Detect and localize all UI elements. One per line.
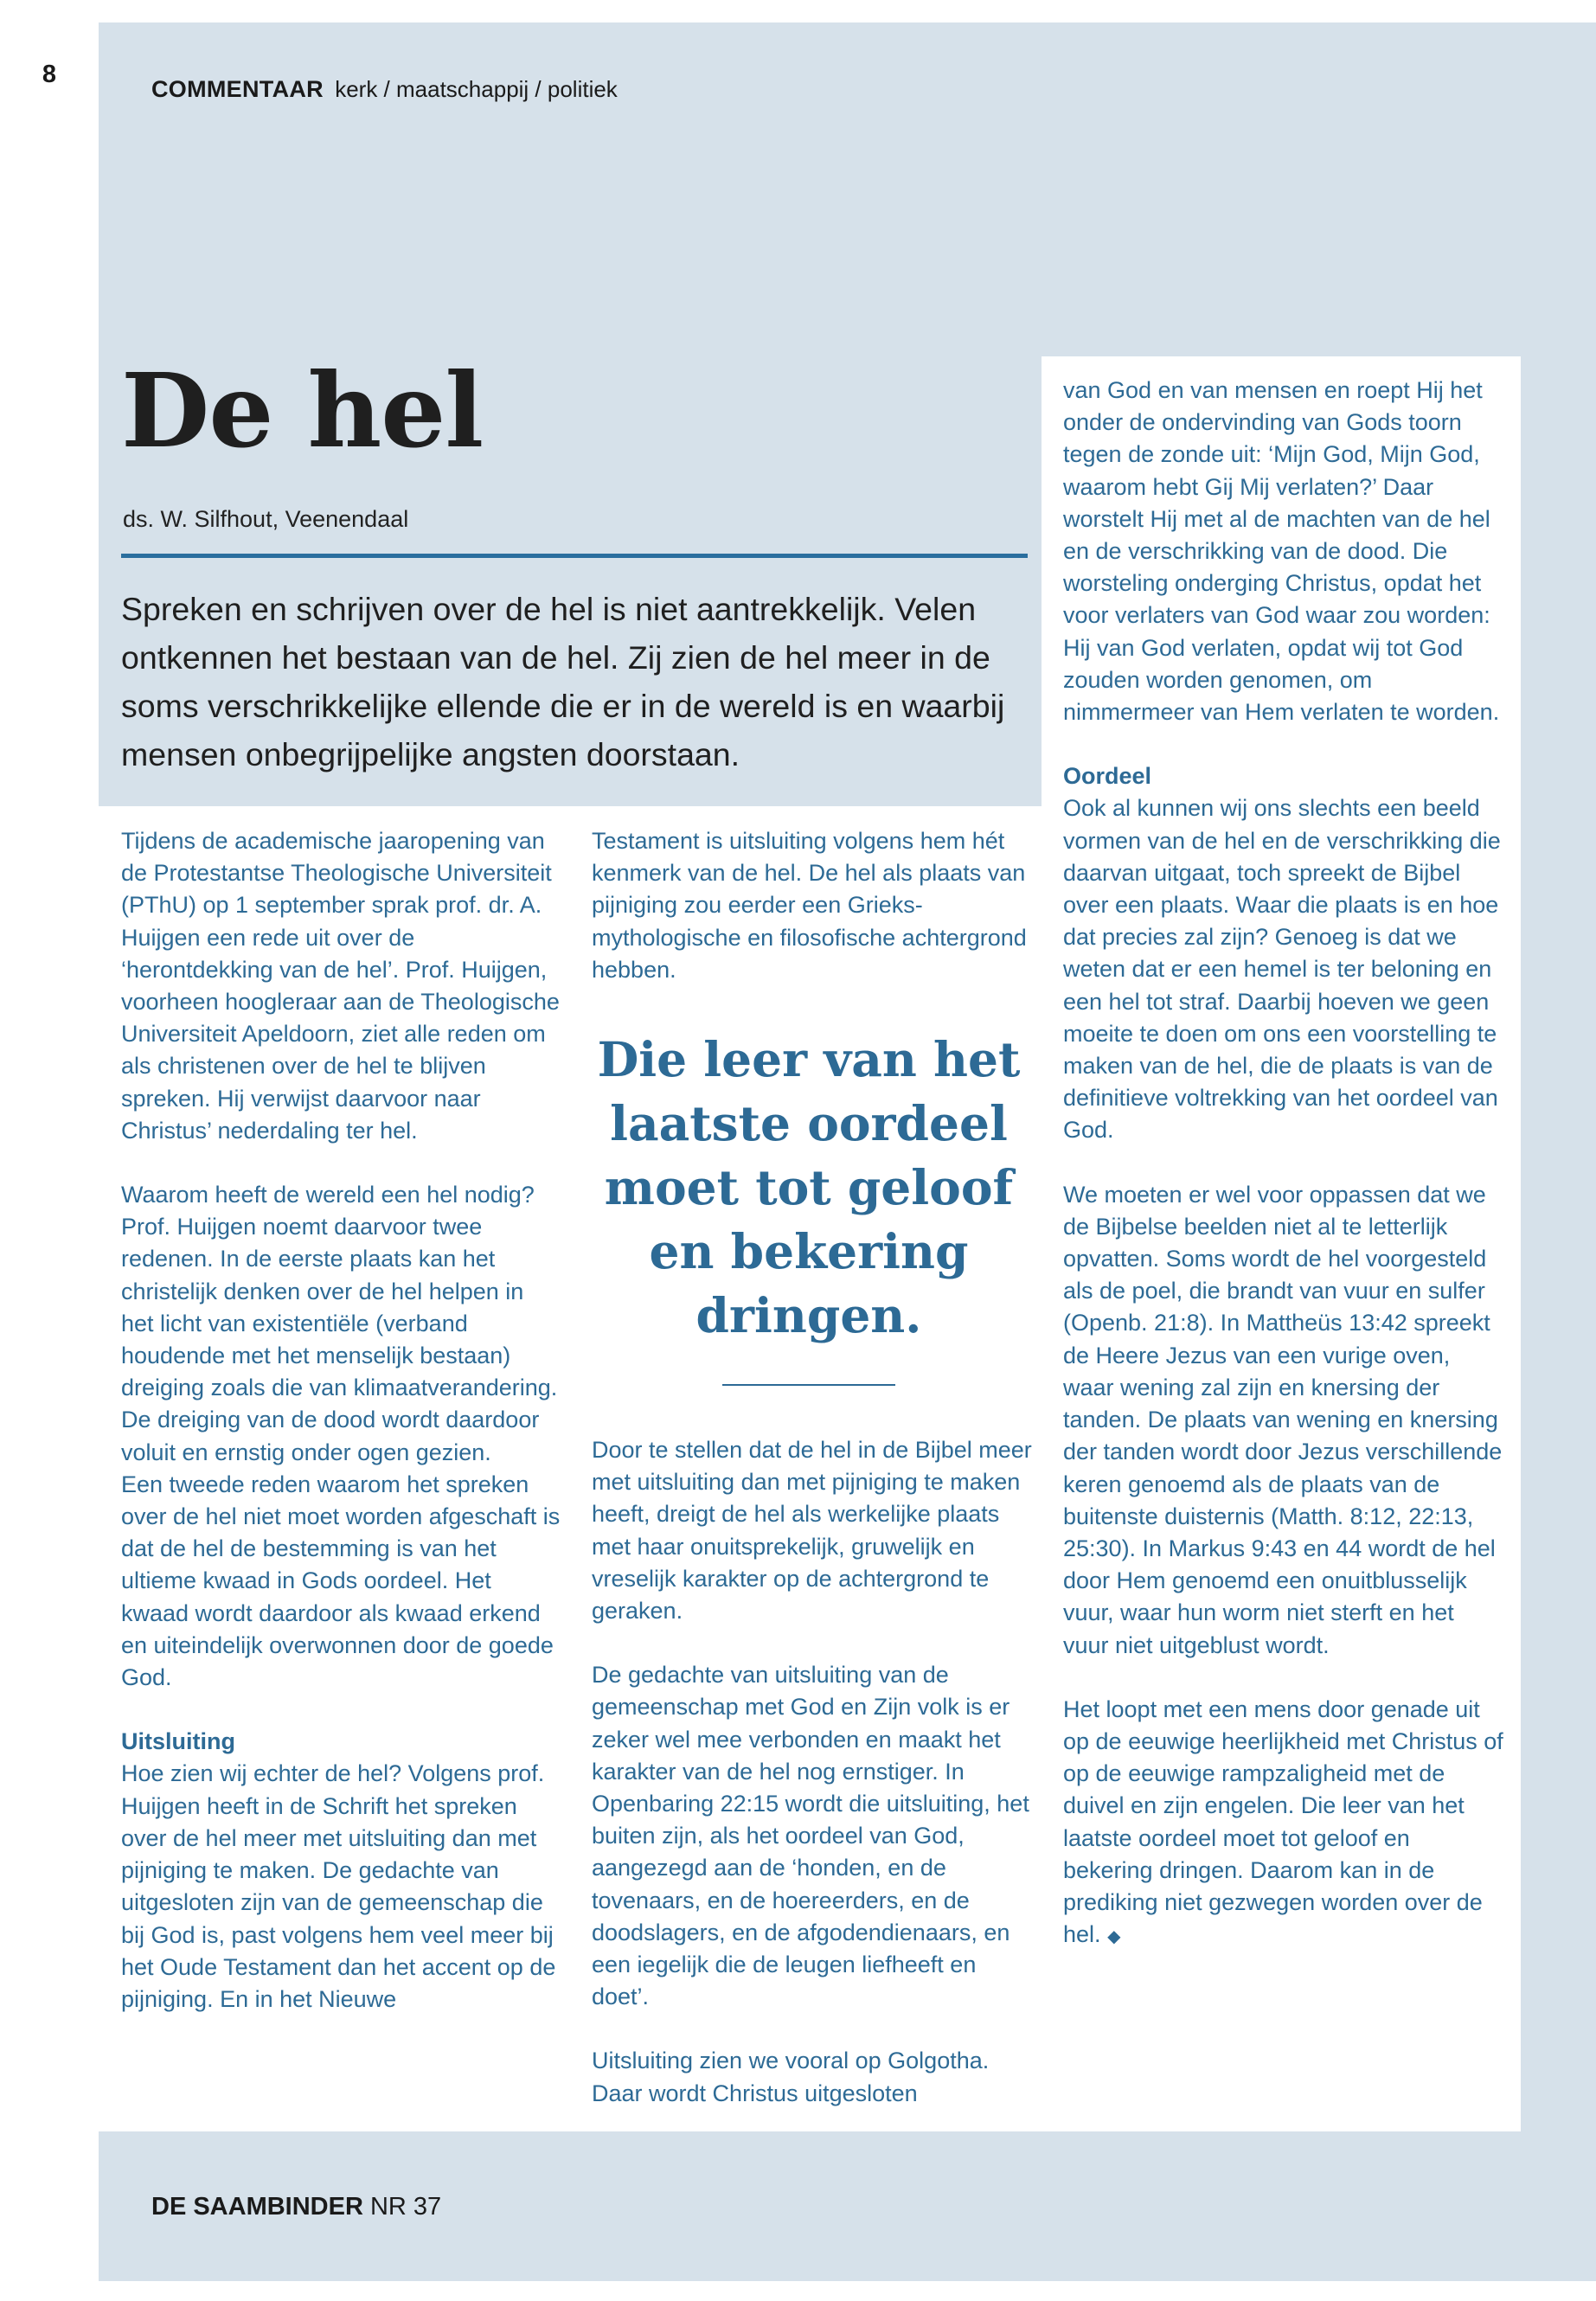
col1-paragraph-1: Tijdens de academische jaaropening van de Protestantse Theologische Universiteit (PThU) op 1 september sprak prof. dr. A. Huijgen een rede uit over de ‘herontdekking van de hel’. Prof. Huijgen, voorheen hoogleraar aan de Theologische Universiteit Apeldoorn, ziet alle reden om als christenen over de hel te blijven spreken. Hij verwijst daarvoor naar Christus’ nederdaling ter hel. <box>121 828 560 1144</box>
col1-paragraph-4: Hoe zien wij echter de hel? Volgens prof. Huijgen heeft in de Schrift het spreken over de hel meer met uitsluiting dan met pijniging te maken. De gedachte van uitgesloten zijn van de gemeenschap die bij God is, past volgens hem veel meer bij het Oude Testament dan het accent op de pijniging. En in het Nieuwe <box>121 1760 556 2012</box>
article-title: De hel <box>121 350 484 471</box>
col2-paragraph-3: De gedachte van uitsluiting van de gemeenschap met God en Zijn volk is er zeker wel mee verbonden en maakt het karakter van de hel nog ernstiger. In Openbaring 22:15 wordt die uitsluiting, het buiten zijn, als het oordeel van God, aangezegd aan de ‘honden, en de tovenaars, en de hoereerders, en de doodslagers, en de afgodendienaars, en een iegelijk die de leugen liefheeft en doet’. <box>592 1662 1029 2010</box>
column-3 <box>1063 375 1504 1953</box>
col1-paragraph-3: Een tweede reden waarom het spreken over de hel niet moet worden afgeschaft is dat de hel de bestemming is van het ultieme kwaad in Gods oordeel. Het kwaad wordt daardoor als kwaad erkend en uiteindelijk overwonnen door de goede God. <box>121 1471 561 1691</box>
article-intro: Spreken en schrijven over de hel is niet aantrekkelijk. Velen ontkennen het bestaan van de hel. Zij zien de hel meer in de soms verschrikkelijke ellende die er in de wereld is en waarbij mensen onbegrijpelijke angsten doorstaan. <box>121 591 1005 772</box>
column-2-top <box>592 825 1033 986</box>
pull-quote: Die leer van het laatste oordeel moet tot geloof en bekering dringen. <box>597 1031 1021 1343</box>
col3-heading-oordeel: Oordeel <box>1063 763 1152 790</box>
col3-paragraph-4 <box>1063 1694 1504 1954</box>
column-1 <box>121 825 562 2016</box>
column-2-bottom <box>592 1434 1033 2110</box>
end-mark-icon: ◆ <box>1107 1927 1121 1947</box>
page-number: 8 <box>42 61 57 88</box>
col3-paragraph-1: van God en van mensen en roept Hij het onder de ondervinding van Gods toorn tegen de zonde uit: ‘Mijn God, Mijn God, waarom hebt Gij Mij verlaten?’ Daar worstelt Hij met al de machten van de hel en de verschrikking van de dood. Die worsteling onderging Christus, opdat het voor verlaters van God waar zou worden: Hij van God verlaten, opdat wij tot God zouden worden genomen, om nimmermeer van Hem verlaten te worden. <box>1063 377 1500 726</box>
footer <box>151 2193 441 2221</box>
col1-paragraph-2: Waarom heeft de wereld een hel nodig? Prof. Huijgen noemt daarvoor twee redenen. In de eerste plaats kan het christelijk denken over de hel helpen in het licht van existentiële (verband houdende met het menselijk bestaan) dreiging zoals die van klimaatverandering. De dreiging van de dood wordt daardoor voluit en ernstig onder ogen gezien. <box>121 1182 558 1465</box>
col2-paragraph-2: Door te stellen dat de hel in de Bijbel meer met uitsluiting dan met pijniging te maken heeft, dreigt de hel als werkelijke plaats met haar onuitsprekelijk, gruwelijk en vreselijk karakter op de achtergrond te geraken. <box>592 1437 1032 1625</box>
col1-heading-uitsluiting: Uitsluiting <box>121 1728 235 1755</box>
article-author: ds. W. Silfhout, Veenendaal <box>123 506 409 532</box>
pull-quote-divider <box>722 1384 895 1386</box>
publication-name: DE SAAMBINDER <box>151 2193 363 2221</box>
section-subtitle: kerk / maatschappij / politiek <box>335 76 618 102</box>
col3-paragraph-4-text: Het loopt met een mens door genade uit op de eeuwige heerlijkheid met Christus of op de eeuwige rampzaligheid met de duivel en zijn engelen. Die leer van het laatste oordeel moet tot geloof en bekering dringen. Daarom kan in de prediking niet gezwegen worden over de hel. <box>1063 1695 1503 1948</box>
col3-paragraph-2: Ook al kunnen wij ons slechts een beeld vormen van de hel en de verschrikking die daarvan uitgaat, toch spreekt de Bijbel over een plaats. Waar die plaats is en hoe dat precies zal zijn? Genoeg is dat we weten dat er een hemel is ter beloning en een hel tot straf. Daarbij hoeven we geen moeite te doen om ons een voorstelling te maken van de hel, die de plaats is van de definitieve voltrekking van het oordeel van God. <box>1063 795 1501 1144</box>
col2-paragraph-4: Uitsluiting zien we vooral op Golgotha. Daar wordt Christus uitgesloten <box>592 2048 990 2106</box>
col3-paragraph-3: We moeten er wel voor oppassen dat we de Bijbelse beelden niet al te letterlijk opvatten. Soms wordt de hel voorgesteld als de poel, die brandt van vuur en sulfer (Openb. 21:8). In Mattheüs 13:42 spreekt de Heere Jezus van een vurige oven, waar wening zal zijn en knersing der tanden. De plaats van wening en knersing der tanden wordt door Jezus verschillende keren genoemd als de plaats van de buitenste duisternis (Matth. 8:12, 22:13, 25:30). In Markus 9:43 en 44 wordt de hel door Hem genoemd een onuitblusselijk vuur, waar hun worm niet sterft en het vuur niet uitgeblust wordt. <box>1063 1181 1503 1658</box>
section-name: COMMENTAAR <box>151 76 324 102</box>
col2-paragraph-1: Testament is uitsluiting volgens hem hét kenmerk van de hel. De hel als plaats van pijniging zou eerder een Grieks-mythologische en filosofische achtergrond hebben. <box>592 828 1027 983</box>
section-label <box>151 76 618 103</box>
title-divider <box>121 554 1028 558</box>
issue-number: NR 37 <box>369 2193 442 2221</box>
